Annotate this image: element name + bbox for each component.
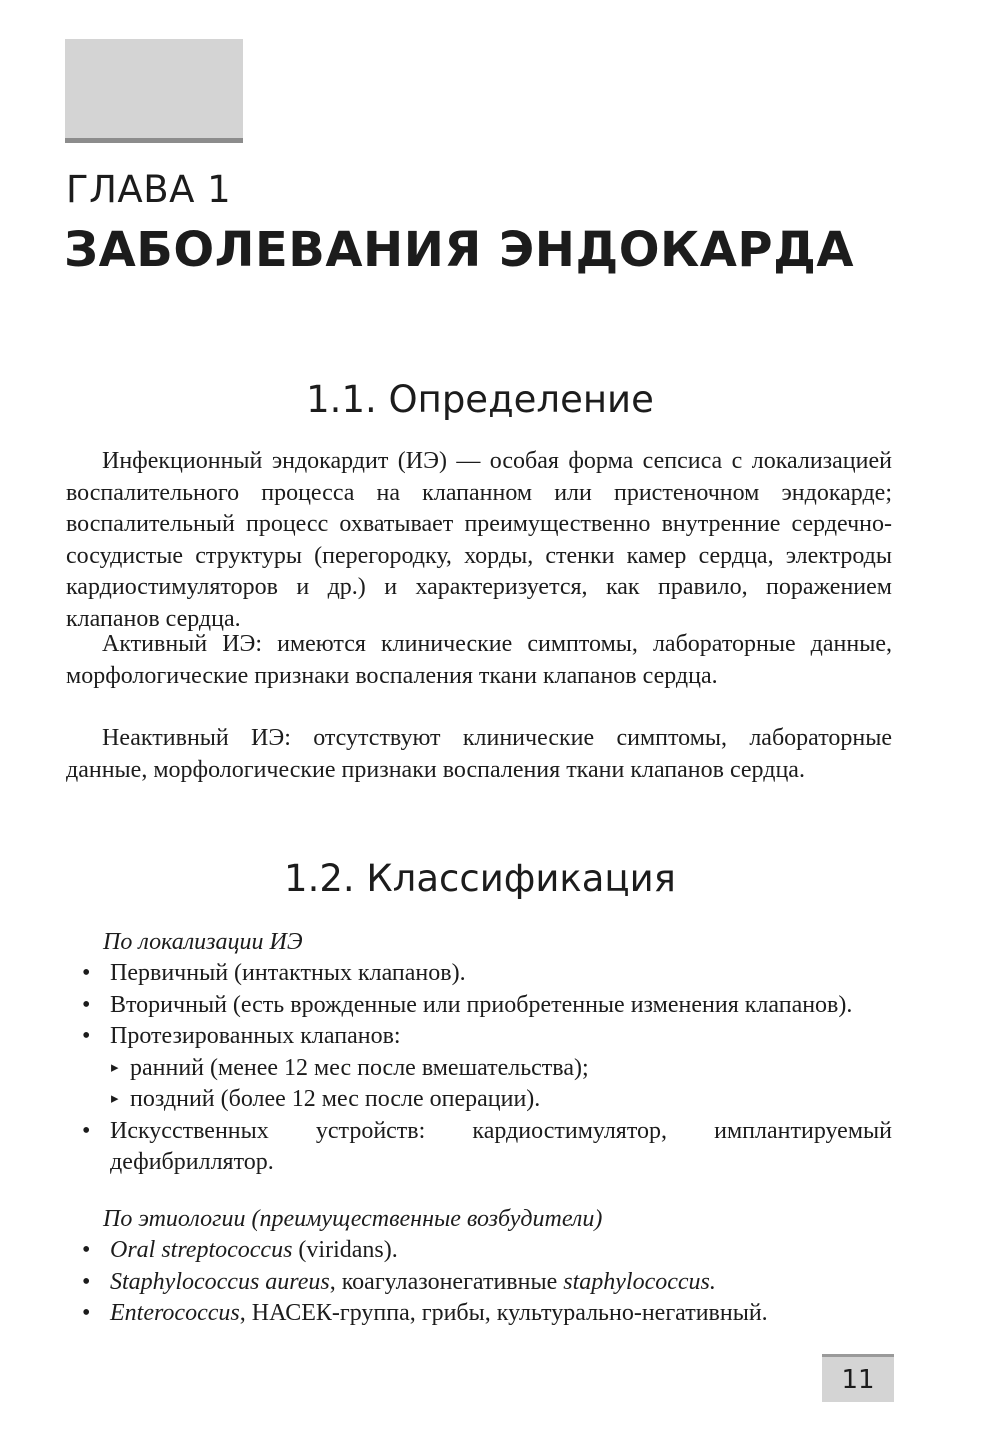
chapter-title: ЗАБОЛЕВАНИЯ ЭНДОКАРДА [64,222,854,278]
section-heading-classification: 1.2. Классификация [284,857,676,900]
bullet-icon: • [82,1268,91,1295]
list-item: • Протезированных клапанов: ▸ ранний (менее 12 мес после вмешательства); ▸ поздний (более 12 мес после операции). [82,1021,892,1116]
triangle-bullet-icon: ▸ [111,1059,119,1076]
bullet-icon: • [82,991,91,1018]
subheading-by-etiology: По этиологии (преимущественные возбудители) [103,1206,603,1232]
paragraph-active: Активный ИЭ: имеются клинические симптомы, лабораторные данные, морфологические признаки воспаления ткани клапанов сердца. [66,631,892,689]
page-number: 11 [822,1354,894,1402]
location-list [82,958,892,1179]
bullet-icon: • [82,1237,91,1263]
sub-list-item: ▸ поздний (более 12 мес после операции). [110,1084,892,1116]
chapter-decor-block [65,39,243,143]
list-item: • Oral streptococcus (viridans). [82,1235,892,1267]
section-heading-definition: 1.1. Определение [306,378,654,421]
triangle-bullet-icon: ▸ [111,1091,119,1107]
bullet-icon: • [82,1117,91,1144]
list-item: • Enterococcus, НАСЕК-группа, грибы, культурально-негативный. [82,1298,892,1330]
list-item: • Вторичный (есть врожденные или приобретенные изменения клапанов). [82,990,892,1022]
bullet-icon: • [82,1023,91,1049]
list-item: • Искусственных устройств: кардиостимулятор, имплантируемый дефибриллятор. [82,1117,892,1175]
etiology-list [82,1235,892,1330]
prosthetic-sublist [110,1053,892,1116]
list-item: • Staphylococcus aureus, коагулазонегативные staphylococcus. [82,1267,892,1299]
paragraph-definition: Инфекционный эндокардит (ИЭ) — особая форма сепсиса с локализацией воспалительного процесса на клапанном или пристеночном эндокарде; воспалительный процесс охватывает преимущественно внутренние сердечно-сосудистые структуры (перегородку, хорды, стенки камер сердца, электроды кардиостимуляторов и др.) и характеризуется, как правило, поражением клапанов сердца. [66,448,892,632]
bullet-icon: • [82,1300,91,1326]
chapter-label: ГЛАВА 1 [66,168,232,211]
list-item: • Первичный (интактных клапанов). [82,958,892,990]
sub-list-item: ▸ ранний (менее 12 мес после вмешательства); [110,1053,892,1085]
subheading-by-location: По локализации ИЭ [103,929,303,955]
bullet-icon: • [82,960,91,986]
paragraph-inactive: Неактивный ИЭ: отсутствуют клинические симптомы, лабораторные данные, морфологические признаки воспаления ткани клапанов сердца. [66,725,892,783]
